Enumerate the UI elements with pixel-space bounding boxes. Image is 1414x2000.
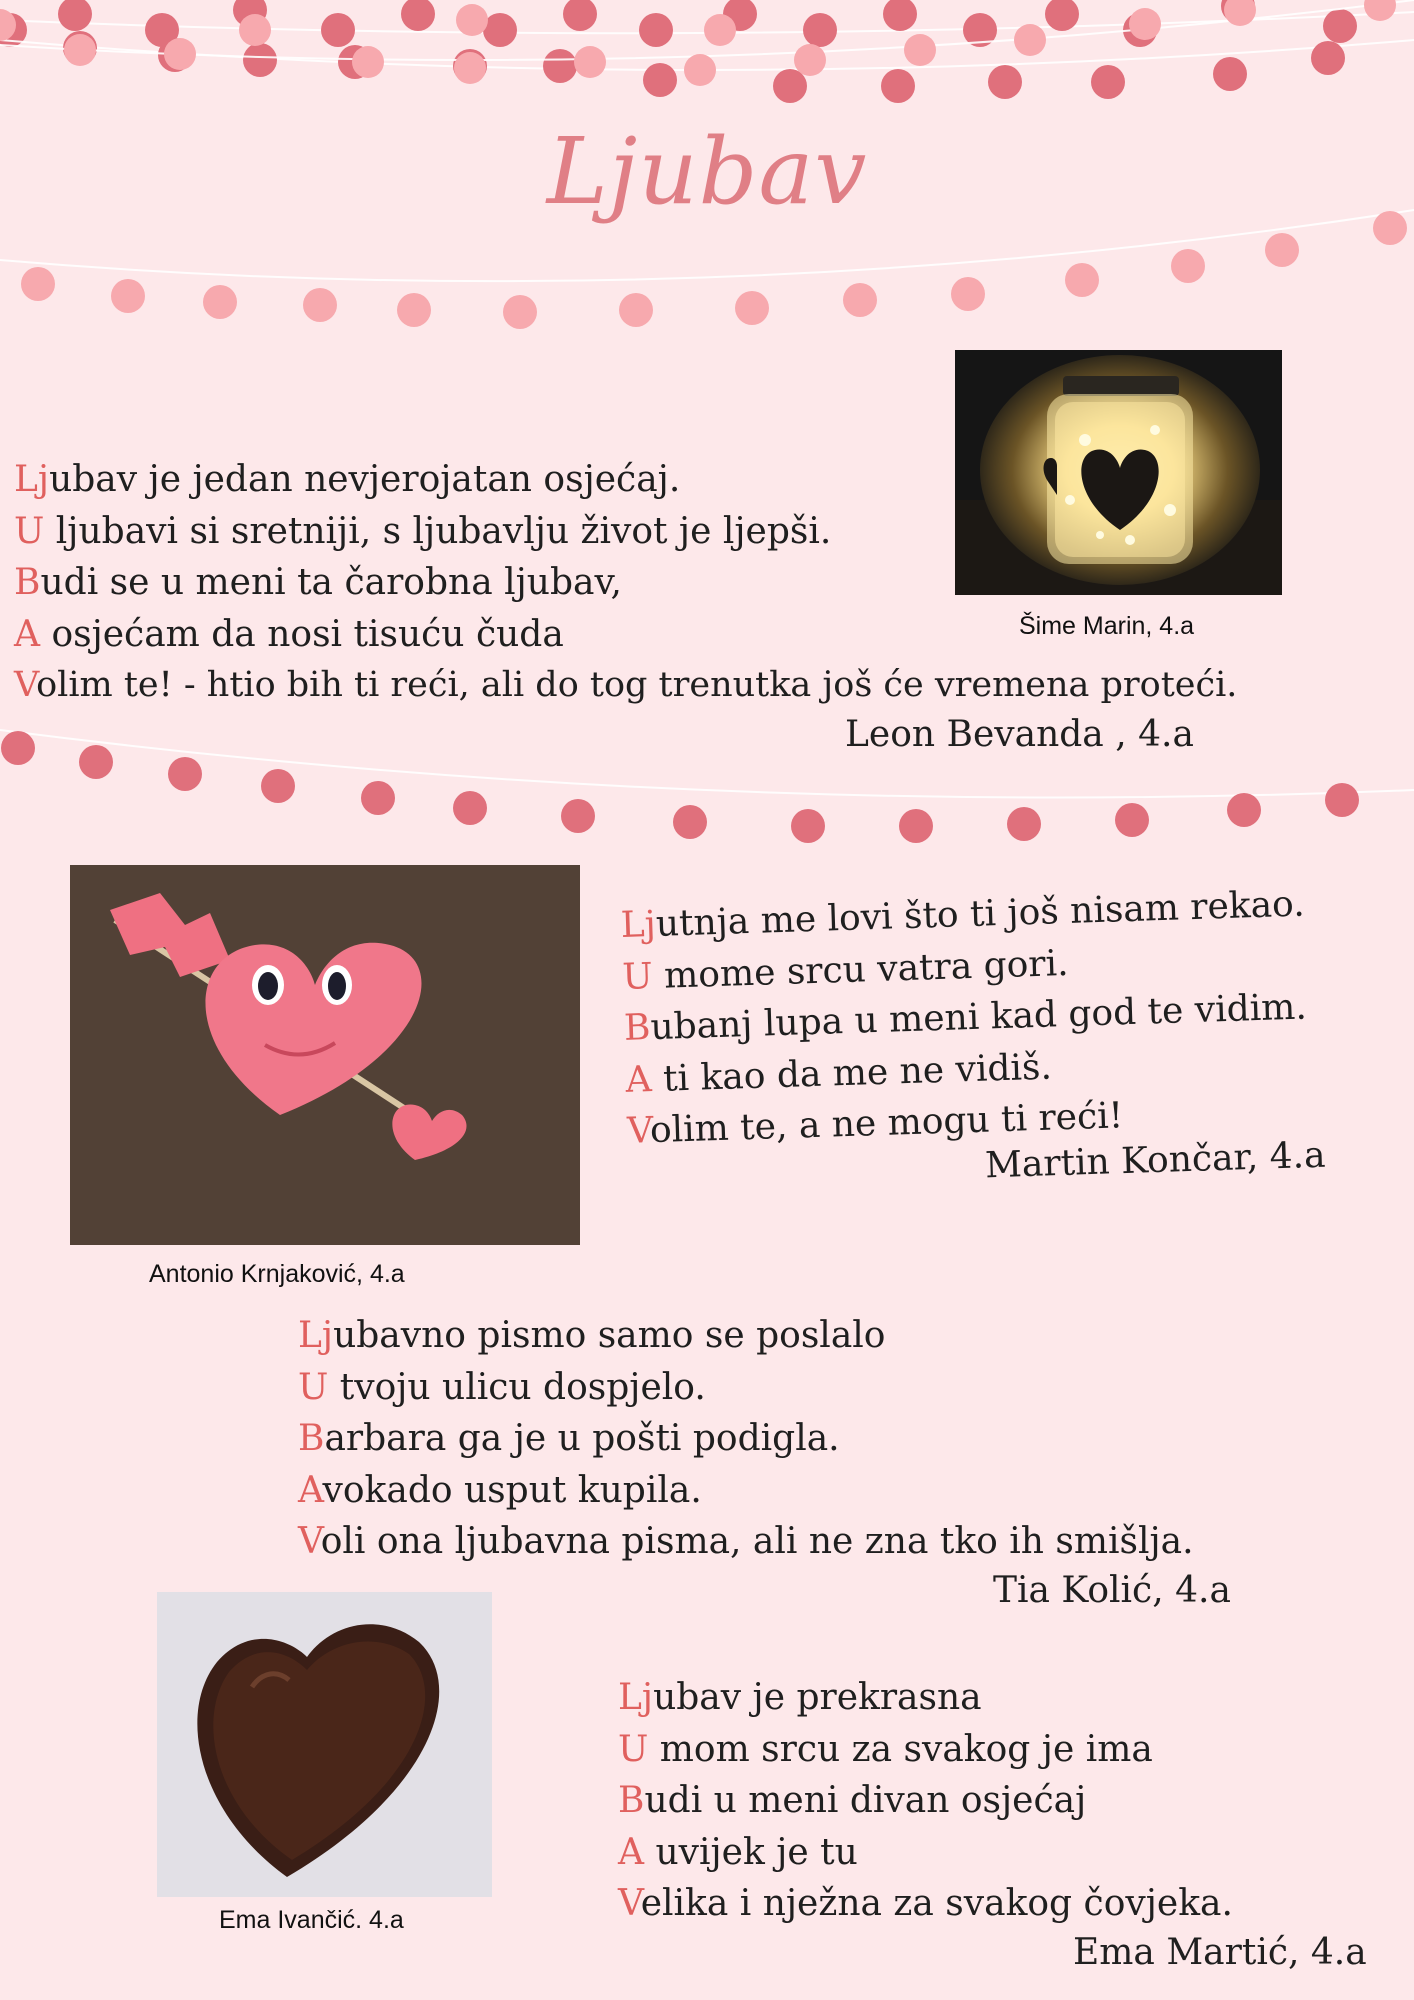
garland-dot <box>794 44 826 76</box>
garland-dot <box>164 38 196 70</box>
garland-dot <box>684 54 716 86</box>
chocolate-heart-image <box>157 1592 492 1897</box>
garland-dot <box>899 809 933 843</box>
garland-dot <box>1129 8 1161 40</box>
poem-line: Voli ona ljubavna pisma, ali ne zna tko ih smišlja. <box>298 1521 1194 1562</box>
garland-dot <box>883 0 917 31</box>
poem-line: Bubanj lupa u meni kad god te vidim. <box>623 986 1308 1049</box>
garland-dot <box>1311 41 1345 75</box>
garland-dot <box>843 283 877 317</box>
garland-dot <box>773 69 807 103</box>
garland-dot <box>503 295 537 329</box>
garland-dot <box>574 46 606 78</box>
garland-dot <box>453 791 487 825</box>
poem-line: U ljubavi si sretniji, s ljubavlju život je ljepši. <box>14 510 832 552</box>
garland-dot <box>735 291 769 325</box>
garland-dot <box>619 293 653 327</box>
poem-line: U mome srcu vatra gori. <box>621 942 1070 998</box>
garland-dot <box>561 799 595 833</box>
poem-ema <box>618 1672 1233 1930</box>
photo-jar-lamp <box>955 350 1282 595</box>
photo-sponge-heart <box>70 865 580 1245</box>
photo-caption: Šime Marin, 4.a <box>1019 612 1195 640</box>
garland-dot <box>203 285 237 319</box>
garland-dot <box>563 0 597 31</box>
photo-caption: Antonio Krnjaković, 4.a <box>149 1260 405 1288</box>
garland-dot <box>639 13 673 47</box>
garland-dot <box>321 13 355 47</box>
garland-dot <box>261 769 295 803</box>
jar-lamp-image <box>955 350 1282 595</box>
garland-dot <box>21 267 55 301</box>
garland-dot <box>803 13 837 47</box>
garland-dot <box>673 805 707 839</box>
poem-line: Avokado usput kupila. <box>298 1469 702 1511</box>
poem-line: Ljubav je jedan nevjerojatan osjećaj. <box>14 459 681 500</box>
garland-dot <box>64 34 96 66</box>
poem-martin <box>620 879 1312 1158</box>
garland-dot <box>881 69 915 103</box>
garland-dot <box>58 0 92 31</box>
garland-dot <box>483 13 517 47</box>
poem-line: Ljubavno pismo samo se poslalo <box>298 1315 886 1356</box>
garland-dot <box>1265 233 1299 267</box>
garland-dot <box>1007 807 1041 841</box>
poem-line: Barbara ga je u pošti podigla. <box>298 1418 840 1459</box>
garland-dot <box>1065 263 1099 297</box>
garland-dot <box>1115 803 1149 837</box>
poem-line: Ljutnja me lovi što ti još nisam rekao. <box>620 883 1306 946</box>
garland-dot <box>111 279 145 313</box>
poem-line: Budi u meni divan osjećaj <box>618 1780 1087 1821</box>
garland-dot <box>239 14 271 46</box>
garland-dot <box>454 52 486 84</box>
garland-dot <box>1014 24 1046 56</box>
poem-line: A uvijek je tu <box>618 1831 858 1873</box>
garland-string <box>0 730 1414 798</box>
poem-line: Volim te, a ne mogu ti reći! <box>626 1095 1124 1152</box>
garland-dot <box>1171 249 1205 283</box>
garland-dot <box>1323 9 1357 43</box>
garland-dot <box>1091 65 1125 99</box>
garland-dot <box>904 34 936 66</box>
garland-dot <box>543 49 577 83</box>
garland-dot <box>1 731 35 765</box>
poem-author: Martin Končar, 4.a <box>984 1134 1327 1187</box>
garland-dot <box>352 46 384 78</box>
garland-dot <box>1325 783 1359 817</box>
poem-line: Budi se u meni ta čarobna ljubav, <box>14 562 622 603</box>
garland-dot <box>361 781 395 815</box>
poem-line: A ti kao da me ne vidiš. <box>625 1046 1053 1101</box>
poem-author: Ema Martić, 4.a <box>1073 1932 1367 1973</box>
garland-dot <box>988 65 1022 99</box>
photo-caption: Ema Ivančić. 4.a <box>219 1906 404 1934</box>
poem-line: U mom srcu za svakog je ima <box>618 1728 1153 1770</box>
garland-dot <box>1227 793 1261 827</box>
poem-line: U tvoju ulicu dospjelo. <box>298 1366 706 1408</box>
garland-dot <box>791 809 825 843</box>
poem-author: Leon Bevanda , 4.a <box>845 714 1194 755</box>
garland-dot <box>456 4 488 36</box>
poem-author: Tia Kolić, 4.a <box>993 1570 1231 1611</box>
poem-line: Ljubav je prekrasna <box>618 1677 982 1718</box>
garland-dot <box>397 293 431 327</box>
page-title: Ljubav <box>546 118 868 225</box>
garland-dot <box>1213 57 1247 91</box>
garland-dot <box>79 745 113 779</box>
garland-dot <box>704 14 736 46</box>
garland-dot <box>303 288 337 322</box>
photo-chocolate-heart <box>157 1592 492 1897</box>
garland-dot <box>243 43 277 77</box>
poem-line: Velika i nježna za svakog čovjeka. <box>618 1883 1233 1924</box>
garland-dot <box>168 757 202 791</box>
garland-dot <box>1364 0 1396 21</box>
poem-line: A osjećam da nosi tisuću čuda <box>14 613 564 655</box>
garland-dot <box>643 63 677 97</box>
sponge-heart-image <box>70 865 580 1245</box>
poem-line: Volim te! - htio bih ti reći, ali do tog trenutka još će vremena proteći. <box>14 665 1238 705</box>
garland-dot <box>951 277 985 311</box>
garland-dot <box>401 0 435 31</box>
poem-tia <box>298 1310 1194 1568</box>
